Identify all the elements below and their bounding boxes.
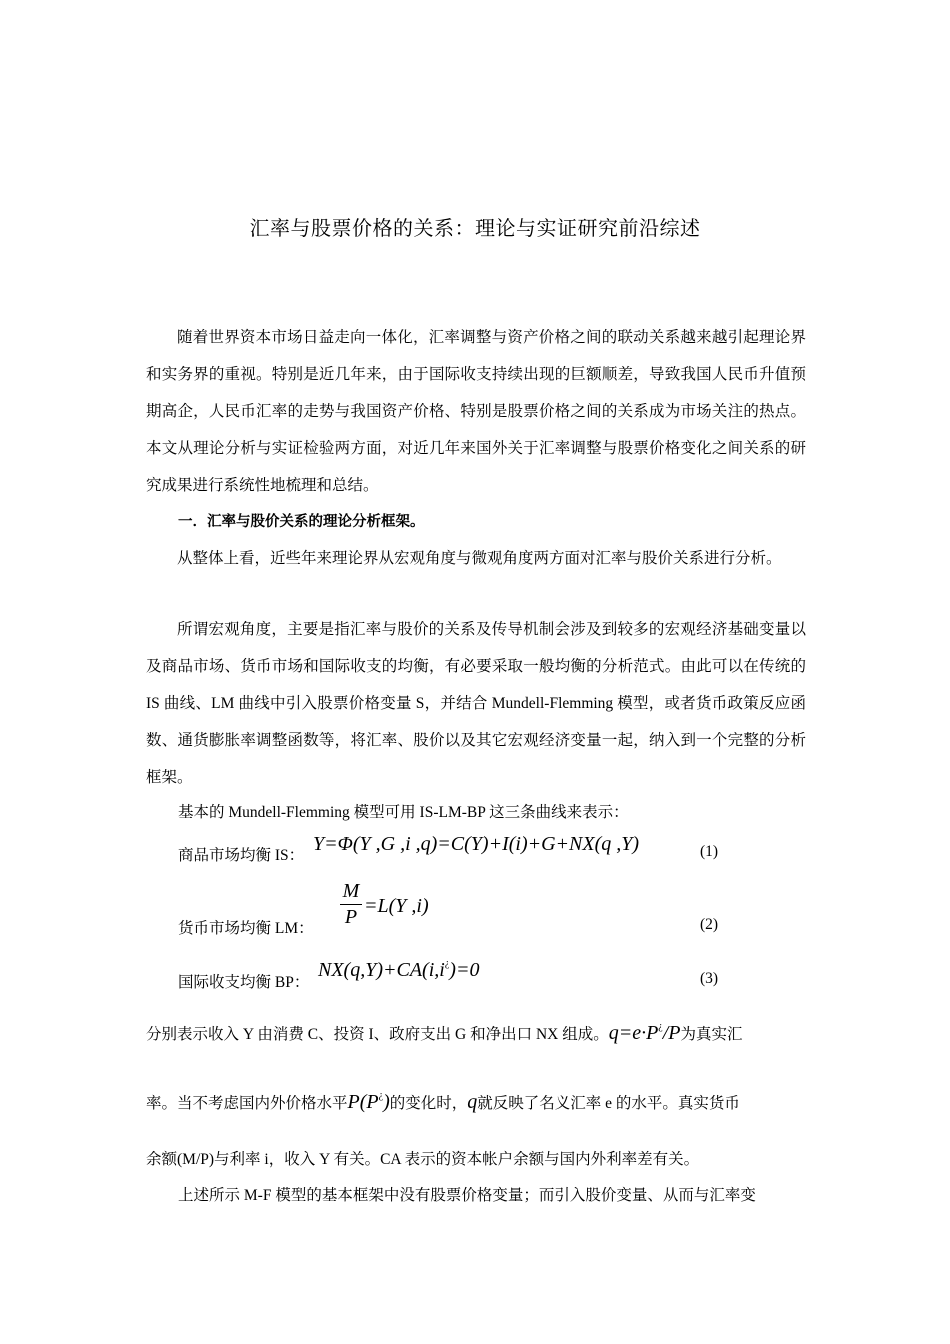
explanation-line-4: 上述所示 M-F 模型的基本框架中没有股票价格变量；而引入股价变量、从而与汇率变 [178,1187,756,1204]
explanation-line-2: 率。当不考虑国内外价格水平P(P¿)的变化时，q就反映了名义汇率 e 的水平。真实货币 [146,1090,740,1113]
real-exchange-rate-formula: q=e·P¿/P [608,1021,681,1044]
overview-paragraph: 从整体上看，近些年来理论界从宏观角度与微观角度两方面对汇率与股价关系进行分析。 [177,550,782,567]
equation-number-1: (1) [700,843,719,860]
explanation-line-1 [146,1021,743,1045]
explanation-line-1-text: 分别表示收入 Y 由消费 C、投资 I、政府支出 G 和净出口 NX 组成。 [146,1026,609,1043]
section-1-heading: 一．汇率与股价关系的理论分析框架。 [178,514,425,530]
basic-model-sentence: 基本的 Mundell-Flemming 模型可用 IS-LM-BP 这三条曲线来表示： [178,804,629,821]
is-label: 商品市场均衡 IS： [178,847,305,864]
is-equation: Y=Φ(Y ,G ,i ,q)=C(Y)+I(i)+G+NX(q ,Y) [313,833,640,855]
lm-fraction [340,880,362,929]
macro-paragraph: 所谓宏观角度，主要是指汇率与股价的关系及传导机制会涉及到较多的宏观经济基础变量以及商品市场、货币市场和国际收支的均衡，有必要采取一般均衡的分析范式。由此可以在传统的 IS 曲线、LM 曲线中引入股票价格变量 S，并结合 Mundell-Flemming 模型，或者货币政策反应函数、通货膨胀率调整函数等，将汇率、股价以及其它宏观经济变量一起，纳入到一个完整的分析框架。 [146,621,806,786]
bp-equation [318,958,479,982]
explanation-line-3: 余额(M/P)与利率 i，收入 Y 有关。CA 表示的资本帐户余额与国内外利率差有关。 [146,1151,700,1168]
q-symbol: q [467,1091,478,1113]
fraction-bar [340,904,362,905]
explanation-line-1-end: 为真实汇 [680,1026,743,1043]
equation-number-3: (3) [700,970,719,987]
equation-number-2: (2) [700,916,719,933]
lm-numerator: M [342,880,360,902]
bp-star: ¿ [444,958,450,969]
bp-formula-a: NX(q,Y)+CA(i,i [318,959,445,981]
intro-paragraph: 随着世界资本市场日益走向一体化，汇率调整与资产价格之间的联动关系越来越引起理论界和实务界的重视。特别是近几年来，由于国际收支持续出现的巨额顺差，导致我国人民币升值预期高企，人民币汇率的走势与我国资产价格、特别是股票价格之间的关系成为市场关注的热点。本文从理论分析与实证检验两方面，对近几年来国外关于汇率调整与股票价格变化之间关系的研究成果进行系统性地梳理和总结。 [146,329,806,494]
bp-formula-b: )=0 [449,959,480,981]
bp-label: 国际收支均衡 BP： [178,974,310,991]
lm-denominator: P [344,906,358,928]
document-title: 汇率与股票价格的关系：理论与实证研究前沿综述 [249,216,701,240]
price-level-formula: P(P¿) [347,1090,390,1113]
lm-label: 货币市场均衡 LM： [178,920,314,937]
lm-equation: =L(Y ,i) [364,895,429,917]
